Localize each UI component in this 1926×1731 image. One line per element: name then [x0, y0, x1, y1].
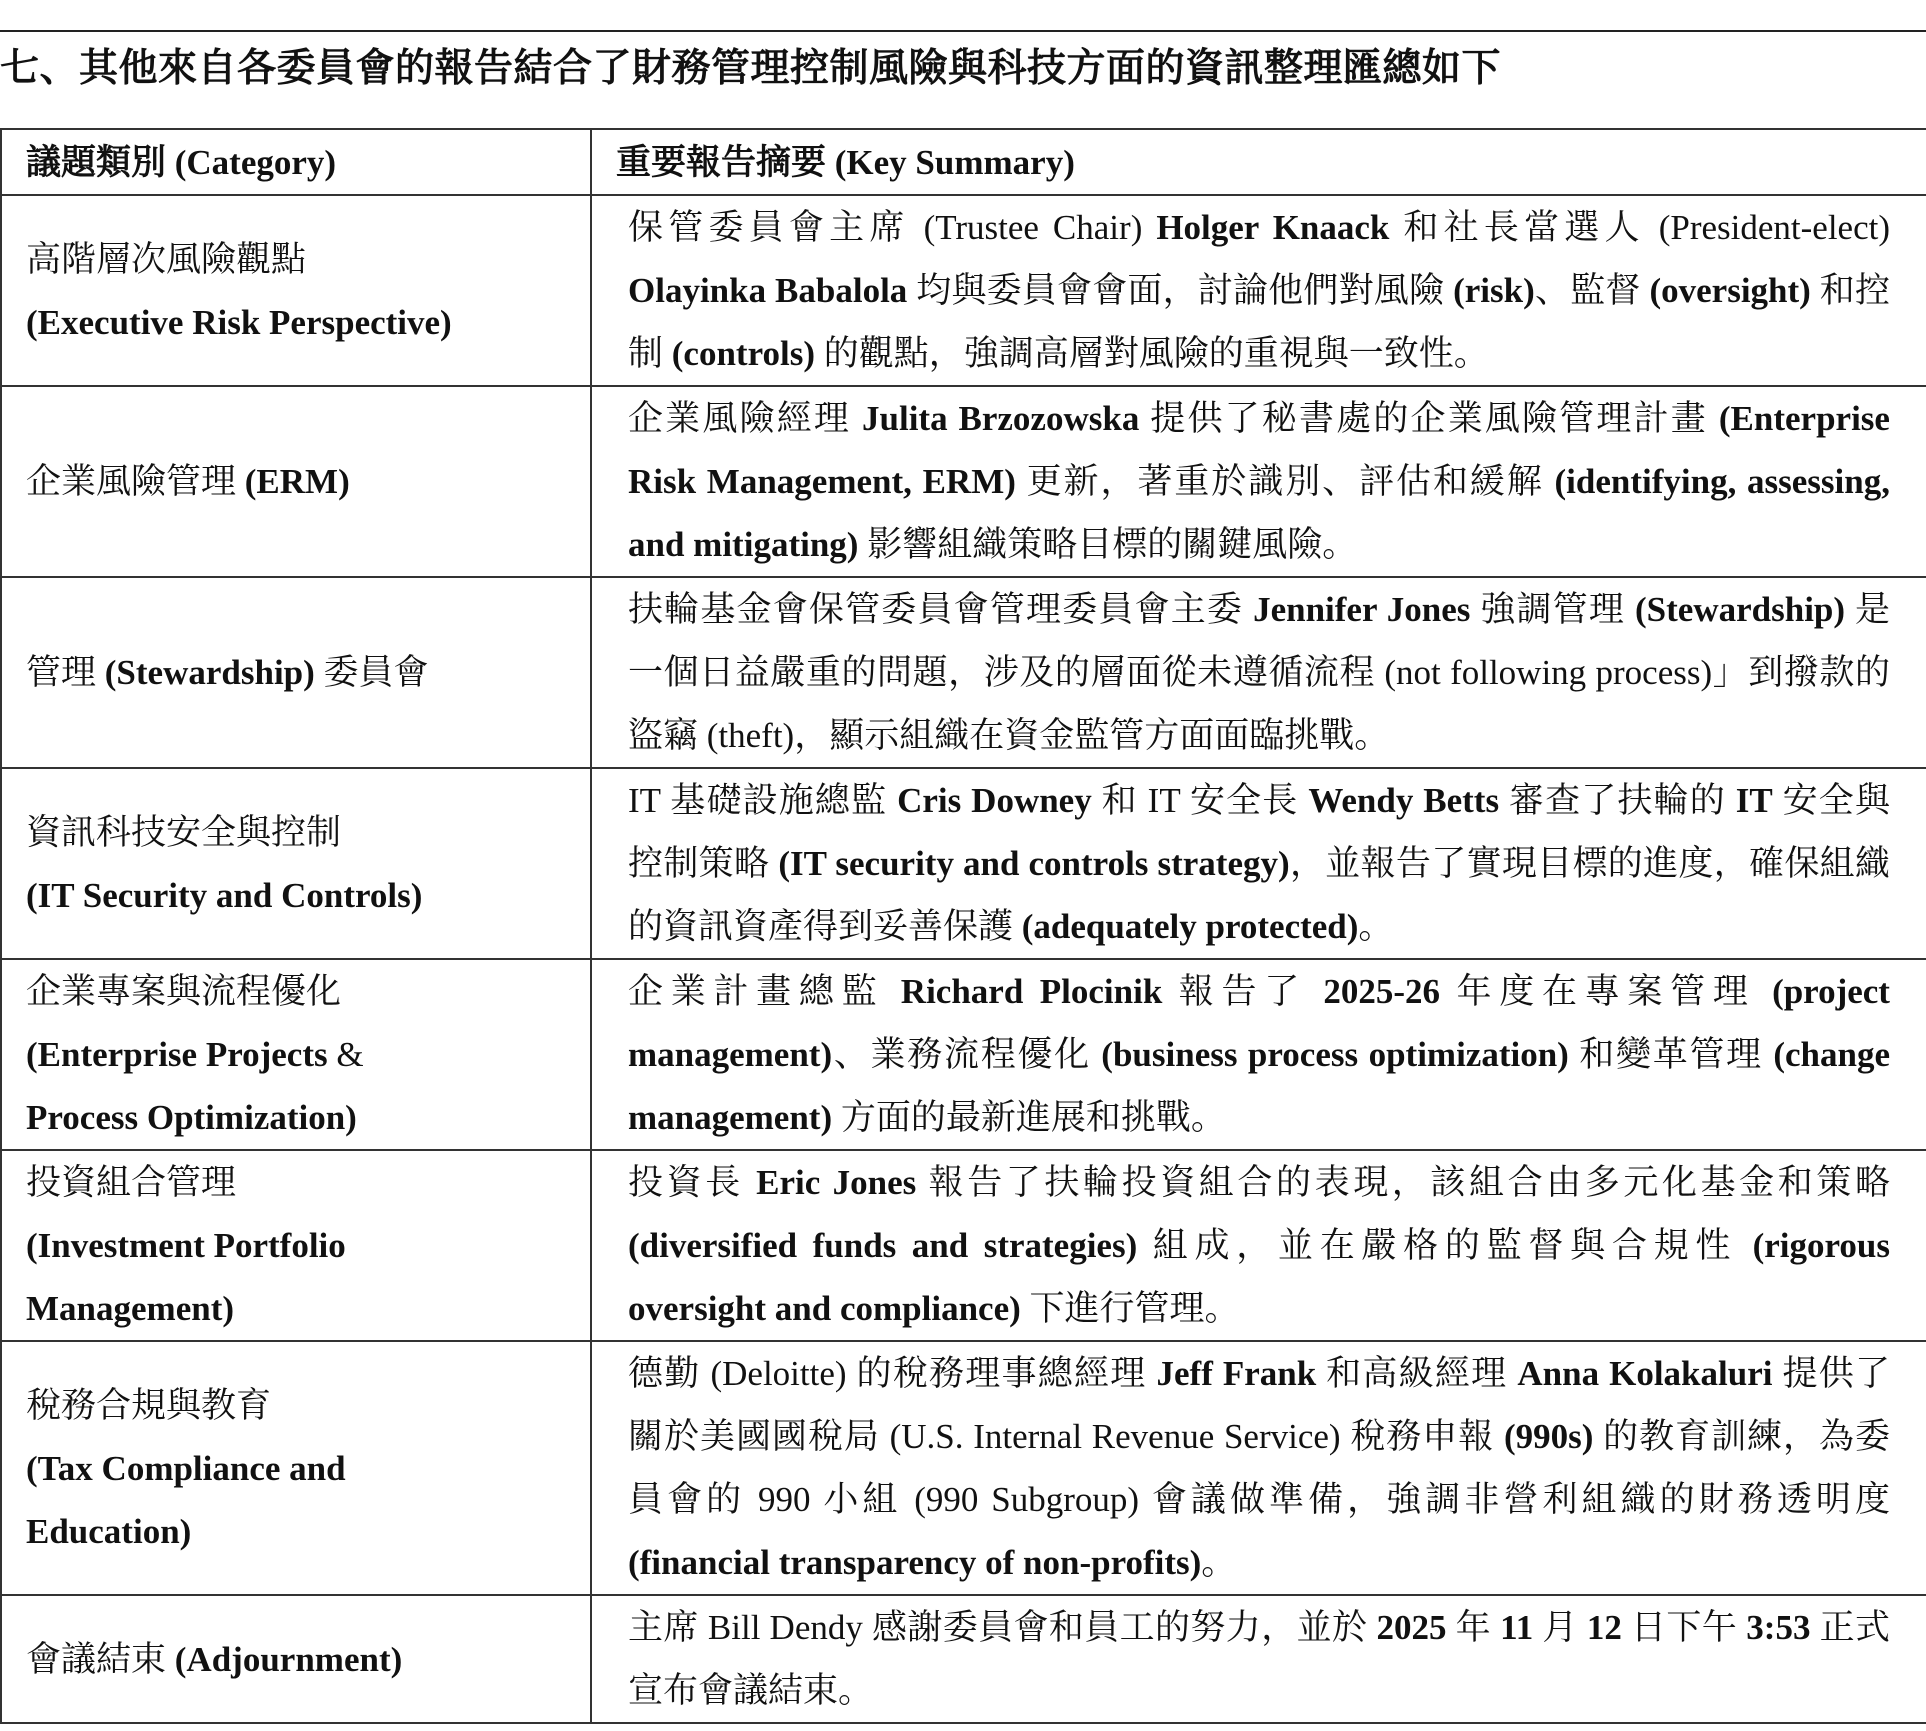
summary-bold-run: Holger Knaack: [1156, 208, 1390, 247]
summary-run: 影響組織策略目標的關鍵風險。: [858, 525, 1358, 564]
category-line: (Enterprise Projects &: [26, 1035, 364, 1074]
table-row: [1, 577, 1926, 768]
row-summary: [591, 1595, 1926, 1723]
summary-bold-run: (business process optimization): [1101, 1035, 1569, 1074]
summary-run: 審查了扶輪的: [1499, 781, 1736, 820]
summary-run: 保管委員會主席 (Trustee Chair): [628, 208, 1157, 247]
category-line: (Executive Risk Perspective): [26, 302, 452, 342]
summary-bold-run: 3:53: [1746, 1608, 1811, 1647]
row-summary: [591, 959, 1926, 1150]
category-line: (Tax Compliance and: [26, 1448, 346, 1488]
row-category: [1, 959, 591, 1150]
summary-run: 提供了關於美國國稅局 (U.S. Internal Revenue Service) 稅務申報: [628, 1354, 1890, 1456]
summary-bold-run: Anna Kolakaluri: [1517, 1354, 1773, 1393]
row-category: [1, 577, 591, 768]
row-category: [1, 1595, 591, 1723]
summary-bold-run: 12: [1586, 1608, 1622, 1647]
table-row: [1, 195, 1926, 386]
summary-run: 強調管理: [1470, 590, 1636, 629]
table-row: [1, 1595, 1926, 1723]
summary-bold-run: Eric Jones: [756, 1163, 917, 1202]
category-line: 管理 (Stewardship) 委員會: [26, 653, 429, 692]
summary-bold-run: Jeff Frank: [1156, 1354, 1317, 1393]
table-row: [1, 386, 1926, 577]
summary-bold-run: Jennifer Jones: [1253, 590, 1471, 629]
category-line: Management): [26, 1289, 235, 1328]
summary-bold-run: (Stewardship): [1635, 590, 1846, 629]
top-rule: [0, 30, 1926, 32]
summary-bold-run: (diversified funds and strategies): [628, 1226, 1138, 1265]
category-line: (IT Security and Controls): [26, 875, 423, 915]
summary-run: 是一個日益嚴重的問題，涉及的層面從未遵循流程 (not following process)」到撥款的盜竊 (theft)，顯示組織在資金監管方面面臨挑戰。: [628, 590, 1890, 755]
summary-bold-run: (Enterprise Risk Management, ERM): [628, 399, 1890, 501]
row-category: [1, 195, 591, 386]
summary-run: 下進行管理。: [1020, 1289, 1240, 1328]
summary-bold-run: (oversight): [1649, 271, 1811, 310]
summary-bold-run: IT: [1735, 781, 1773, 820]
summary-bold-run: 2025: [1376, 1608, 1447, 1647]
category-line: 企業風險管理 (ERM): [26, 462, 350, 501]
category-line: Process Optimization): [26, 1098, 357, 1137]
summary-run: 。: [1358, 907, 1394, 946]
summary-bold-run: (financial transparency of non-profits): [628, 1543, 1202, 1582]
row-summary: [591, 1150, 1926, 1341]
summary-bold-run: Julita Brzozowska: [862, 399, 1140, 438]
summary-run: 主席 Bill Dendy 感謝委員會和員工的努力，並於: [628, 1608, 1377, 1647]
summary-run: 均與委員會會面，討論他們對風險: [907, 271, 1454, 310]
summary-run: 的觀點，強調高層對風險的重視與一致性。: [814, 334, 1489, 373]
summary-run: 月: [1533, 1608, 1587, 1647]
category-line: 投資組合管理: [26, 1163, 237, 1202]
summary-run: 、業務流程優化: [832, 1035, 1102, 1074]
table-row: [1, 768, 1926, 959]
table-header-row: [1, 129, 1926, 195]
summary-run: 和高級經理: [1316, 1354, 1518, 1393]
category-line: 高階層次風險觀點: [26, 239, 307, 279]
category-line: 稅務合規與教育: [26, 1385, 272, 1425]
summary-run: 。: [1201, 1543, 1237, 1582]
summary-run: 組成，並在嚴格的監督與合規性: [1137, 1226, 1753, 1265]
summary-run: 投資長: [628, 1163, 757, 1202]
report-table: [0, 128, 1926, 1724]
summary-bold-run: 2025-26: [1323, 972, 1441, 1011]
header-category: 議題類別 (Category): [1, 129, 591, 195]
summary-run: 方面的最新進展和挑戰。: [832, 1098, 1226, 1137]
row-summary: [591, 1341, 1926, 1595]
row-category: [1, 386, 591, 577]
page-title: 七、其他來自各委員會的報告結合了財務管理控制風險與科技方面的資訊整理匯總如下: [0, 47, 1502, 90]
summary-bold-run: 11: [1500, 1608, 1534, 1647]
summary-run: 提供了秘書處的企業風險管理計畫: [1139, 399, 1719, 438]
summary-run: 的教育訓練，為委員會的 990 小組 (990 Subgroup) 會議做準備，強調非營利組織的財務透明度: [628, 1417, 1890, 1519]
summary-bold-run: (adequately protected): [1021, 907, 1359, 946]
summary-run: 和社長當選人 (President-elect): [1389, 208, 1890, 247]
row-category: [1, 1341, 591, 1595]
summary-run: 日下午: [1621, 1608, 1747, 1647]
summary-bold-run: (controls): [671, 334, 815, 373]
summary-run: 安全與控制策略: [628, 781, 1890, 883]
row-summary: [591, 768, 1926, 959]
table-row: [1, 1150, 1926, 1341]
summary-bold-run: (identifying, assessing, and mitigating): [628, 462, 1890, 564]
table-row: [1, 959, 1926, 1150]
row-category: [1, 1150, 591, 1341]
summary-bold-run: (IT security and controls strategy): [778, 844, 1290, 883]
summary-bold-run: Richard Plocinik: [900, 972, 1163, 1011]
summary-run: 更新，著重於識別、評估和緩解: [1015, 462, 1555, 501]
summary-run: ，並報告了實現目標的進度，確保組織的資訊資產得到妥善保護: [628, 844, 1890, 946]
row-summary: [591, 577, 1926, 768]
category-line: 會議結束 (Adjournment): [26, 1639, 403, 1679]
summary-run: 和控制: [628, 271, 1890, 373]
summary-bold-run: Cris Downey: [897, 781, 1092, 820]
summary-bold-run: (risk): [1453, 271, 1535, 310]
summary-bold-run: (change management): [628, 1035, 1890, 1137]
summary-run: 扶輪基金會保管委員會管理委員會主委: [628, 590, 1254, 629]
summary-run: 企業計畫總監: [628, 972, 901, 1011]
summary-run: 報告了: [1162, 972, 1324, 1011]
summary-run: 報告了扶輪投資組合的表現，該組合由多元化基金和策略: [916, 1163, 1890, 1202]
summary-run: 和變革管理: [1568, 1035, 1774, 1074]
summary-bold-run: Olayinka Babalola: [628, 271, 908, 310]
header-summary: 重要報告摘要 (Key Summary): [591, 129, 1926, 195]
summary-run: 德勤 (Deloitte) 的稅務理事總經理: [628, 1354, 1157, 1393]
summary-bold-run: (rigorous oversight and compliance): [628, 1226, 1890, 1328]
row-category: [1, 768, 591, 959]
summary-run: 年度在專案管理: [1440, 972, 1773, 1011]
summary-bold-run: (project management): [628, 972, 1890, 1074]
summary-run: 和 IT 安全長: [1091, 781, 1309, 820]
summary-bold-run: Wendy Betts: [1308, 781, 1500, 820]
summary-run: 年: [1446, 1608, 1501, 1647]
row-summary: [591, 386, 1926, 577]
category-line: 資訊科技安全與控制: [26, 812, 342, 852]
summary-bold-run: (990s): [1503, 1417, 1594, 1456]
row-summary: [591, 195, 1926, 386]
summary-run: 正式宣布會議結束。: [628, 1608, 1890, 1710]
summary-run: 、監督: [1534, 271, 1650, 310]
table-row: [1, 1341, 1926, 1595]
summary-run: 企業風險經理: [628, 399, 863, 438]
category-line: Education): [26, 1511, 192, 1551]
category-line: 企業專案與流程優化: [26, 972, 342, 1011]
category-line: (Investment Portfolio: [26, 1226, 346, 1265]
summary-run: IT 基礎設施總監: [628, 781, 898, 820]
